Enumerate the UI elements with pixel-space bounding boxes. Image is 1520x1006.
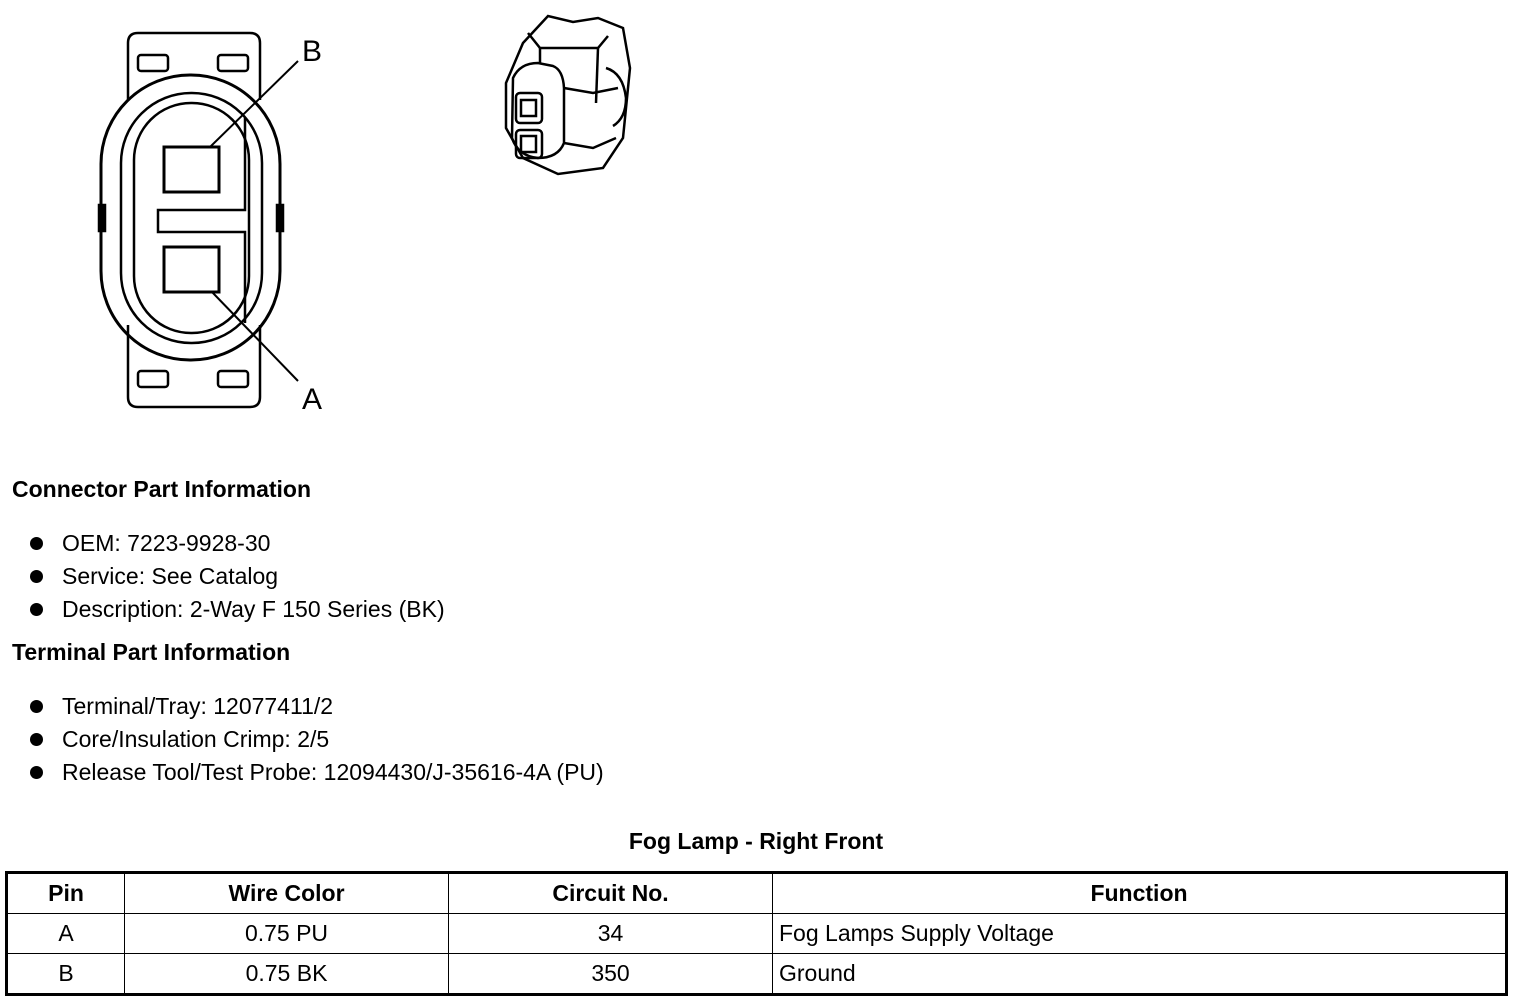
terminal-info-release-tool: Release Tool/Test Probe: 12094430/J-35616-4A (PU) — [28, 756, 604, 789]
cell-function: Fog Lamps Supply Voltage — [773, 914, 1507, 954]
cell-circuit-no: 350 — [449, 954, 773, 995]
terminal-info-tray: Terminal/Tray: 12077411/2 — [28, 690, 604, 723]
header-wire-color: Wire Color — [125, 873, 449, 914]
table-header-row — [7, 873, 1507, 914]
connector-info-service: Service: See Catalog — [28, 560, 445, 593]
connector-info-oem: OEM: 7223-9928-30 — [28, 527, 445, 560]
pin-label-a: A — [302, 383, 323, 415]
header-pin: Pin — [7, 873, 125, 914]
cell-circuit-no: 34 — [449, 914, 773, 954]
header-function: Function — [773, 873, 1507, 914]
pin-label-b: B — [302, 35, 323, 68]
cell-pin: A — [7, 914, 125, 954]
table-row — [7, 914, 1507, 954]
terminal-info-title: Terminal Part Information — [12, 639, 291, 665]
connector-face-diagram — [90, 25, 340, 415]
table-row — [7, 954, 1507, 995]
connector-info-description: Description: 2-Way F 150 Series (BK) — [28, 593, 445, 626]
cell-pin: B — [7, 954, 125, 995]
terminal-info-list — [28, 690, 604, 789]
connector-info-list — [28, 527, 445, 626]
cell-wire-color: 0.75 PU — [125, 914, 449, 954]
cell-function: Ground — [773, 954, 1507, 995]
connector-info-title: Connector Part Information — [12, 476, 312, 502]
table-title: Fog Lamp - Right Front — [628, 828, 884, 854]
connector-3d-illustration — [498, 8, 638, 178]
cell-wire-color: 0.75 BK — [125, 954, 449, 995]
terminal-info-crimp: Core/Insulation Crimp: 2/5 — [28, 723, 604, 756]
header-circuit-no: Circuit No. — [449, 873, 773, 914]
pinout-table — [5, 871, 1508, 996]
